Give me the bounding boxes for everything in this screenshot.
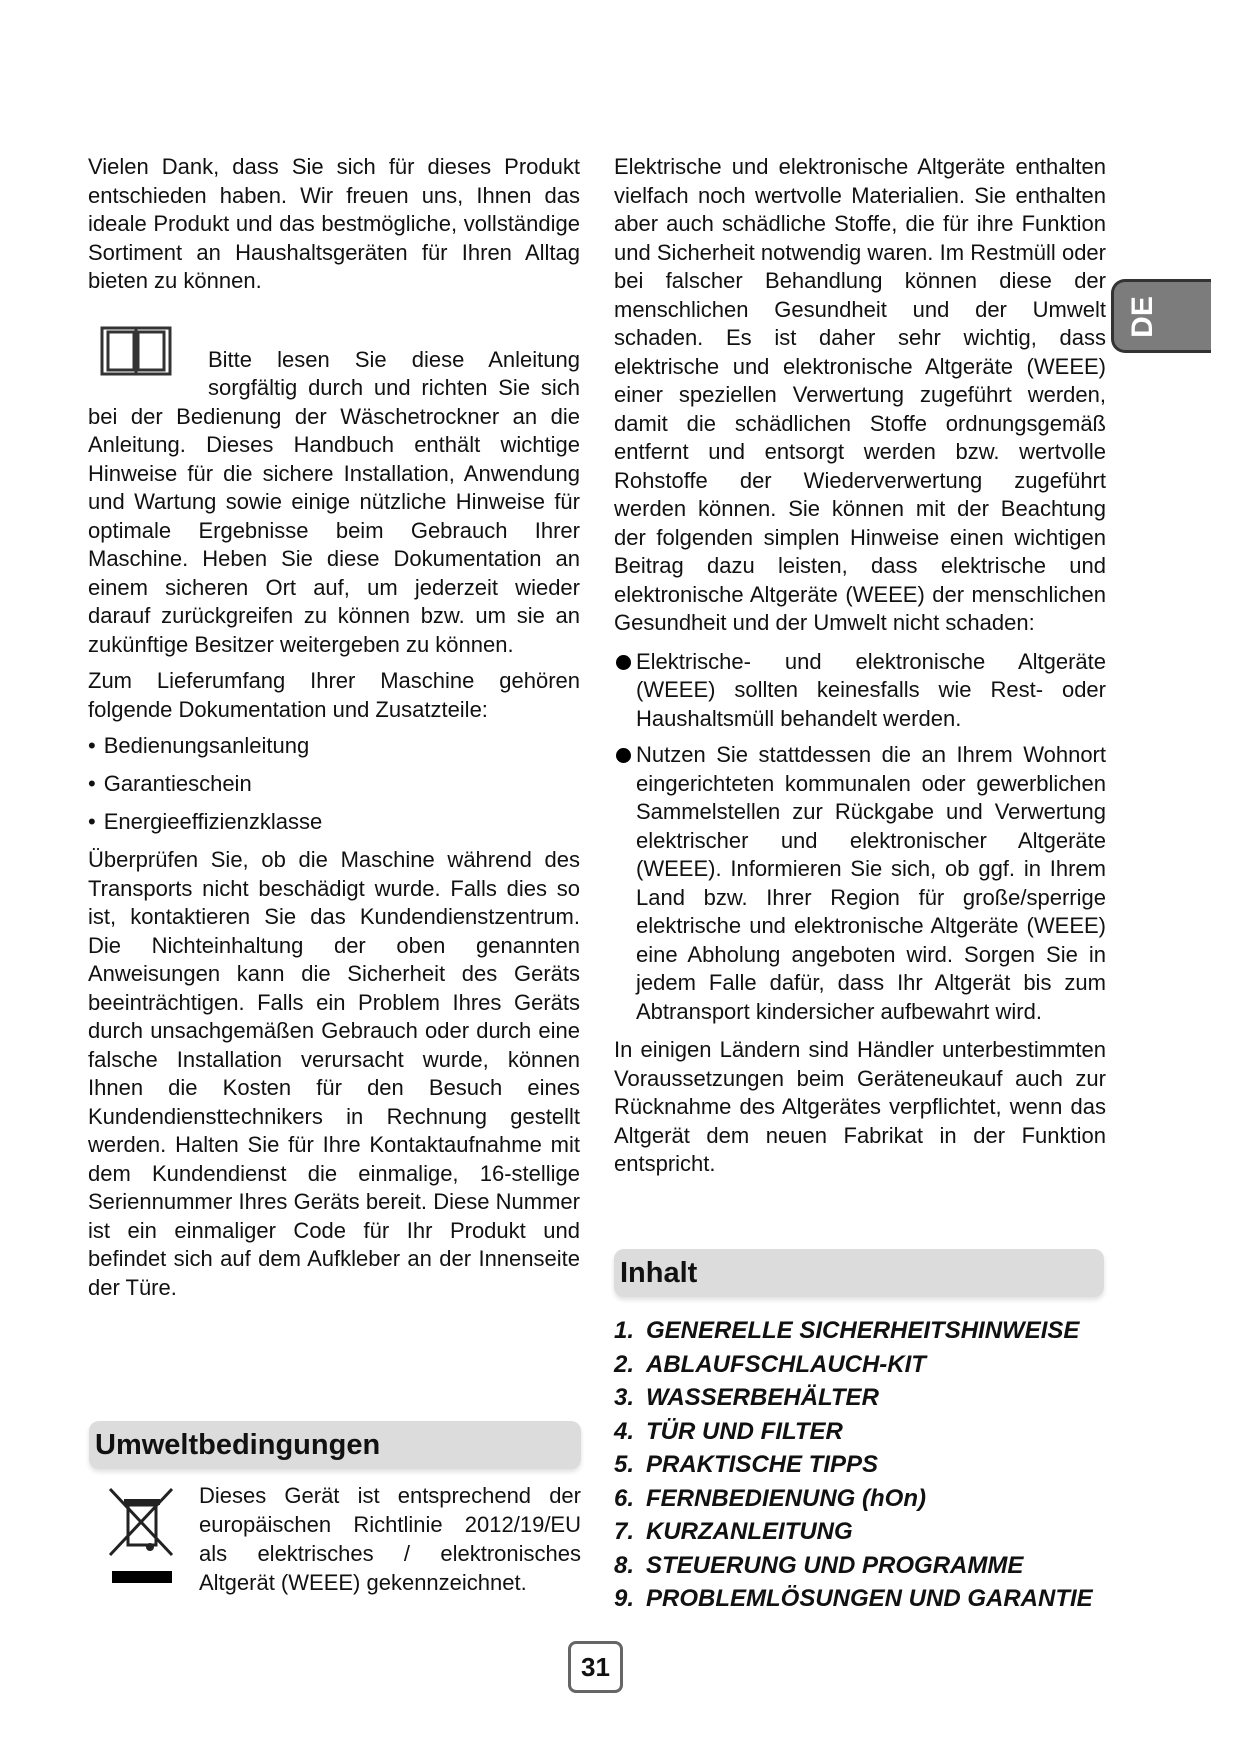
- toc-item[interactable]: 3. WASSERBEHÄLTER: [614, 1384, 879, 1411]
- toc-item[interactable]: 9. PROBLEMLÖSUNGEN UND GARANTIE: [614, 1585, 1093, 1612]
- scope-list: [88, 732, 580, 836]
- language-tab-de: [1111, 279, 1211, 353]
- transport-check-paragraph: Überprüfen Sie, ob die Maschine während des Transports nicht beschädigt wurde. Falls dies so ist, kontaktieren Sie das Kundendienstzentrum. Die Nichteinhaltung der oben genannten Anweisungen kann die Sicherheit des Geräts beeinträchtigen. Falls ein Problem Ihres Geräts durch unsachgemäßen Gebrauch oder durch eine falsche Installation verursacht wurde, können Ihnen die Kosten für den Besuch eines Kundendiensttechnikers in Rechnung gestellt werden. Halten Sie für Ihre Kontaktaufnahme mit dem Kundendienst die einmalige, 16-stellige Seriennummer Ihres Geräts bereit. Diese Nummer ist ein einmaliger Code für Ihr Produkt und befindet sich auf dem Aufkleber an der Innenseite der Türe.: [88, 847, 580, 1300]
- section-heading-umweltbedingungen: Umweltbedingungen: [89, 1421, 581, 1469]
- language-tab-label: DE: [1126, 296, 1159, 338]
- table-of-contents: [614, 1314, 1093, 1616]
- toc-item[interactable]: 4. TÜR UND FILTER: [614, 1417, 843, 1445]
- page-number: 31: [568, 1641, 623, 1693]
- toc-item[interactable]: 7. KURZANLEITUNG: [614, 1518, 853, 1545]
- read-manual-paragraph: Bitte lesen Sie diese Anleitung sorgfältig durch und richten Sie sich bei der Bedienung der Wäschetrockner an die Anleitung. Dieses Handbuch enthält wichtige Hinweise für die sichere Installation, Anwendung und Wartung sowie einige nützliche Hinweise für optimale Ergebnisse beim Gebrauch Ihrer Maschine. Heben Sie diese Dokumentation an einem sicheren Ort auf, um jederzeit wieder darauf zurückgreifen zu können bzw. um sie an zukünftige Besitzer weitergeben zu können.: [88, 346, 580, 657]
- bullet-icon: [616, 748, 631, 763]
- list-item: Nutzen Sie stattdessen die an Ihrem Wohnort eingerichteten kommunalen oder gewerblichen Sammelstellen zur Rückgabe und Verwertung elektrischer und elektronischer Altgeräte (WEEE). Informieren Sie sich, ob ggf. in Ihrem Land bzw. Ihrer Region für große/sperrige elektrische und elektronische Altgeräte (WEEE) eine Abholung angeboten wird. Sorgen Sie in jedem Falle dafür, dass Ihr Altgerät bis zum Abtransport kindersicher aufbewahrt wird.: [614, 741, 1106, 1026]
- retailer-paragraph: In einigen Ländern sind Händler unterbestimmten Voraussetzungen beim Geräteneukauf auch zur Rücknahme des Altgerätes verpflichtet, wenn das Altgerät dem neuen Fabrikat in der Funktion entspricht.: [614, 1037, 1106, 1176]
- bullet-icon: [616, 655, 631, 670]
- list-item: • Bedienungsanleitung: [88, 732, 580, 760]
- right-column: [614, 153, 1106, 1179]
- section-heading-inhalt: Inhalt: [614, 1249, 1104, 1297]
- intro-paragraph: Vielen Dank, dass Sie sich für dieses Produkt entschieden haben. Wir freuen uns, Ihnen das ideale Produkt und das bestmögliche, vollständige Sortiment an Haushaltsgeräten für Ihren Alltag bieten zu können.: [88, 154, 580, 293]
- toc-item[interactable]: 5. PRAKTISCHE TIPPS: [614, 1451, 879, 1478]
- weee-bullet-list: [614, 648, 1106, 1027]
- list-item: Elektrische- und elektronische Altgeräte (WEEE) sollten keinesfalls wie Rest- oder Haushaltsmüll behandelt werden.: [614, 648, 1106, 734]
- toc-item[interactable]: 8. STEUERUNG UND PROGRAMME: [614, 1551, 1024, 1579]
- list-item: • Garantieschein: [88, 770, 580, 798]
- toc-item[interactable]: 6. FERNBEDIENUNG (hOn): [614, 1484, 926, 1512]
- crossed-bin-icon: [106, 1487, 178, 1587]
- list-item: • Energieeffizienzklasse: [88, 808, 580, 836]
- toc-item[interactable]: 1. GENERELLE SICHERHEITSHINWEISE: [614, 1317, 1080, 1344]
- toc-item[interactable]: 2. ABLAUFSCHLAUCH-KIT: [614, 1350, 926, 1378]
- left-column: [88, 153, 580, 1302]
- scope-intro: Zum Lieferumfang Ihrer Maschine gehören folgende Dokumentation und Zusatzteile:: [88, 668, 580, 722]
- weee-label-paragraph: Dieses Gerät ist entsprechend der europäischen Richtlinie 2012/19/EU als elektrisches / elektronisches Altgerät (WEEE) gekennzeichnet.: [199, 1483, 581, 1595]
- book-icon: [100, 322, 172, 378]
- weee-paragraph: Elektrische und elektronische Altgeräte enthalten vielfach noch wertvolle Materialien. Sie enthalten aber auch schädliche Stoffe, die für ihre Funktion und Sicherheit notwendig waren. Im Restmüll oder bei falscher Behandlung können diese der menschlichen Gesundheit und der Umwelt schaden. Es ist daher sehr wichtig, dass elektrische und elektronische Altgeräte (WEEE) einer speziellen Verwertung zugeführt werden, damit die schädlichen Stoffe ordnungsgemäß entfernt und entsorgt werden bzw. wertvolle Rohstoffe der Wiederverwertung zugeführt werden können. Sie können mit der Beachtung der folgenden simplen Hinweise einen wichtigen Beitrag dazu leisten, dass elektrische und elektronische Altgeräte (WEEE) der menschlichen Gesundheit und der Umwelt nicht schaden:: [614, 154, 1106, 635]
